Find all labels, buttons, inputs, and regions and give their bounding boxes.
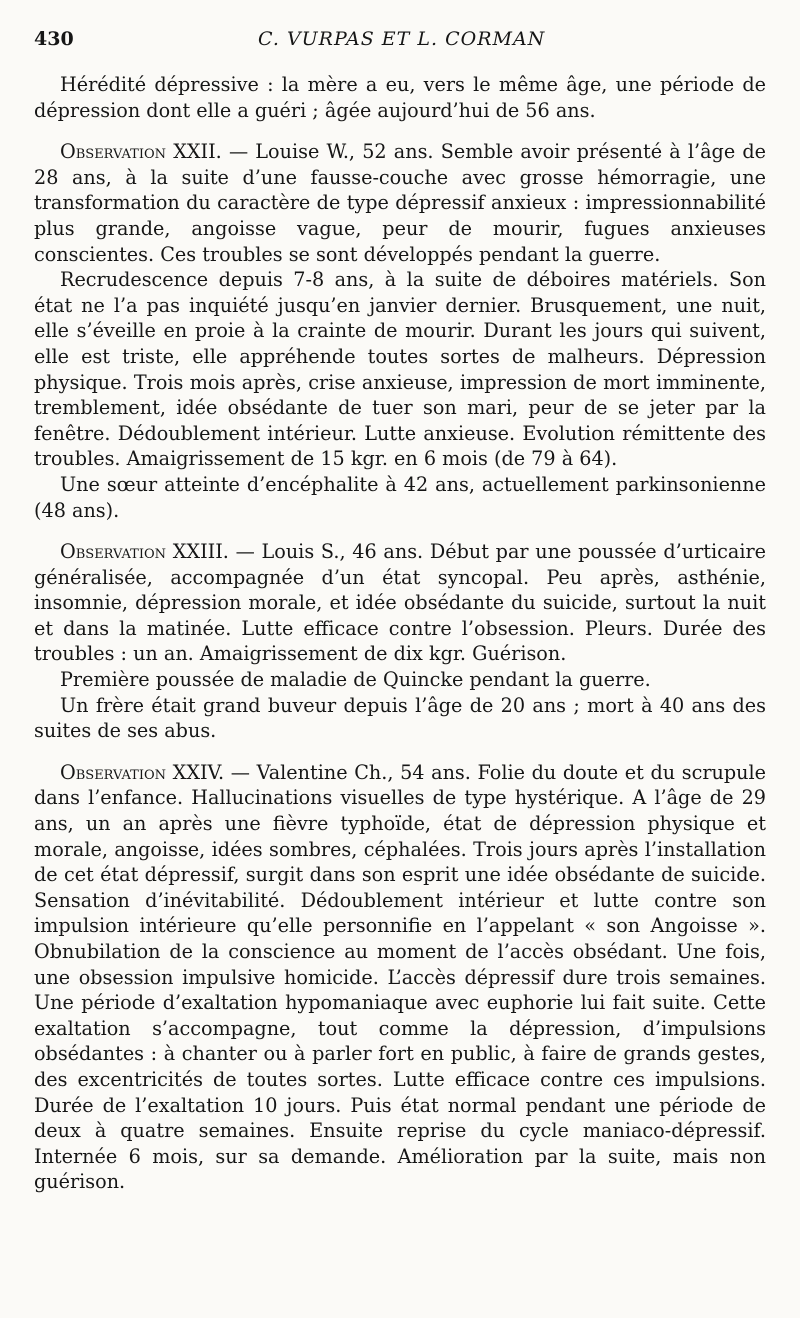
- page-number: 430: [34, 28, 74, 50]
- paragraph-text: — Louis S., 46 ans. Début par une poussée d’urticaire généralisée, accompagnée d’un état syncopal. Peu après, asthénie, insomnie, dépression morale, et idée obsédante du suicide, surtout la nuit et dans la matinée. Lutte efficace contre l’obsession. Pleurs. Durée des troubles : un an. Amaigrissement de dix kgr. Guérison.: [34, 540, 766, 666]
- observation-label: Observation XXIV.: [60, 760, 225, 784]
- paragraph-text: — Louise W., 52 ans. Semble avoir présenté à l’âge de 28 ans, à la suite d’une fausse-couche avec grosse hémorragie, une transformation du caractère de type dépressif anxieux : impressionnabilité plus grande, angoisse vague, peur de mourir, fugues anxieuses conscientes. Ces troubles se sont développés pendant la guerre.: [34, 140, 766, 266]
- running-title: C. VURPAS ET L. CORMAN: [258, 28, 546, 50]
- paragraph-text: Première poussée de maladie de Quincke pendant la guerre.: [60, 668, 651, 692]
- paragraph-soeur: [34, 472, 766, 523]
- paragraph-text: — Valentine Ch., 54 ans. Folie du doute et du scrupule dans l’enfance. Hallucinations visuelles de type hystérique. A l’âge de 29 ans, un an après une fièvre typhoïde, état de dépression physique et morale, angoisse, idées sombres, céphalées. Trois jours après l’installation de cet état dépressif, surgit dans son esprit une idée obsédante de suicide. Sensation d’inévitabilité. Dédoublement intérieur et lutte contre son impulsion intérieure qu’elle personnifie en l’appelant « son Angoisse ». Obnubilation de la conscience au moment de l’accès obsédant. Une fois, une obsession impulsive homicide. L’accès dépressif dure trois semaines. Une période d’exaltation hypomaniaque avec euphorie lui fait suite. Cette exaltation s’accompagne, tout comme la dépression, d’impulsions obsédantes : à chanter ou à parler fort en public, à faire de grands gestes, des excentricités de toutes sortes. Lutte efficace contre ces impulsions. Durée de l’exaltation 10 jours. Puis état normal pendant une période de deux à quatre semaines. Ensuite reprise du cycle maniaco-dépressif. Internée 6 mois, sur sa demande. Amélioration par la suite, mais non guérison.: [34, 760, 767, 1194]
- paragraph-text: Une sœur atteinte d’encéphalite à 42 ans, actuellement parkinsonienne (48 ans).: [34, 472, 766, 522]
- observation-xxiv: [34, 760, 766, 1195]
- paragraph-text: Hérédité dépressive : la mère a eu, vers le même âge, une période de dépression dont elle a guéri ; âgée aujourd’hui de 56 ans.: [34, 73, 766, 122]
- paragraph-frere: [34, 693, 766, 744]
- paragraph-heredite: [34, 72, 766, 123]
- paragraph-text: Recrudescence depuis 7-8 ans, à la suite de déboires matériels. Son état ne l’a pas inquiété jusqu’en janvier dernier. Brusquement, une nuit, elle s’éveille en proie à la crainte de mourir. Durant les jours qui suivent, elle est triste, elle appréhende toutes sortes de malheurs. Dépression physique. Trois mois après, crise anxieuse, impression de mort imminente, tremblement, idée obsédante de tuer son mari, peur de se jeter par la fenêtre. Dédoublement intérieur. Lutte anxieuse. Evolution rémittente des troubles. Amaigrissement de 15 kgr. en 6 mois (de 79 à 64).: [34, 268, 766, 471]
- observation-xxiii: [34, 539, 766, 667]
- observation-label: Observation XXIII.: [60, 540, 229, 564]
- observation-xxii: [34, 139, 766, 267]
- paragraph-text: Un frère était grand buveur depuis l’âge de 20 ans ; mort à 40 ans des suites de ses abus.: [34, 693, 766, 743]
- page-header: [34, 28, 766, 62]
- observation-label: Observation XXII.: [60, 140, 222, 164]
- paragraph-quincke: [34, 667, 766, 693]
- paragraph-recrudescence: [34, 267, 766, 472]
